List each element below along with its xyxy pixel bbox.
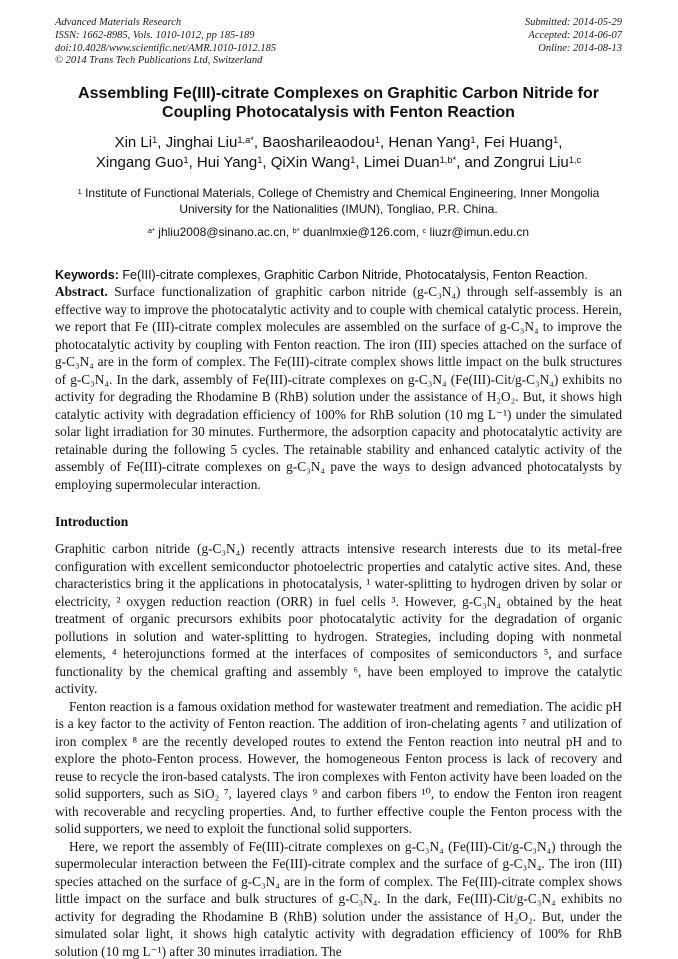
author-separator: ,: [157, 134, 166, 152]
email-address: duanlmxie@126.com,: [299, 225, 423, 240]
keywords-line: [55, 267, 622, 283]
author-separator: ,: [379, 134, 389, 152]
affiliation: [55, 186, 622, 217]
abstract-text: Surface functionalization of graphitic carbon nitride (g-C₃N₄) through self-assembly is an effective way to improve the photocatalytic activity and to couple with chemical catalytic process. Herein, we report that Fe (III)-citrate complex molecules are assembled on the surface of g-C₃N₄ to improve the photocatalytic activity by coupling with Fenton reaction. The iron (III) species attached on the surface of g-C₃N₄ are in the form of complex. The Fe(III)-citrate complex shows little impact on the bulk structures of g-C₃N₄. In the dark, assembly of Fe(III)-citrate complexes on g-C₃N₄ (Fe(III)-Cit/g-C₃N₄) exhibits no activity for degrading the Rhodamine B (RhB) solution under the assistance of H₂O₂. But, it shows high catalytic activity with degradation efficiency of 100% for RhB solution (10 mg L⁻¹) under the simulated solar light irradiation for 30 minutes. Furthermore, the adsorption capacity and photocatalytic activity are retainable during the following 5 cycles. The retainable stability and enhanced catalytic activity of the assembly of Fe(III)-citrate complexes on g-C₃N₄ pave the ways to design advanced photocatalysts by employing supermolecular interaction.: [55, 284, 622, 492]
author-name: Baosharileaodou: [262, 134, 375, 152]
keywords-label: Keywords:: [55, 268, 119, 283]
author: [262, 134, 388, 151]
email: [148, 225, 293, 239]
author: [484, 134, 563, 151]
author-separator: ,: [558, 134, 563, 152]
author: [364, 154, 494, 171]
paper-title: [55, 84, 622, 122]
section-heading-introduction: Introduction: [55, 514, 129, 530]
author-name: Xin Li: [114, 134, 153, 152]
author-affil-mark: 1: [470, 135, 476, 146]
author-separator: ,: [355, 153, 364, 171]
paper-title-line-2: Coupling Photocatalysis with Fenton Reaction: [162, 104, 515, 122]
submitted-date: Submitted: 2014-05-29: [524, 17, 622, 28]
author-separator: ,: [262, 153, 271, 171]
author-separator: , and: [456, 153, 494, 171]
abstract-label: Abstract.: [55, 284, 108, 300]
author-name: Henan Yang: [388, 134, 471, 152]
online-date: Online: 2014-08-13: [538, 42, 622, 54]
author-affil-mark: 1: [350, 154, 356, 165]
email-mark: b*: [292, 225, 300, 235]
author: [115, 134, 166, 151]
introduction-paragraph-2: Fenton reaction is a famous oxidation method for wastewater treatment and remediation. The acidic pH is a key factor to the activity of Fenton reaction. The addition of iron-chelating agents ⁷ and utilization of iron complex ⁸ are the recently developed routes to extend the Fenton reaction into neutral pH and to explore the photo-Fenton process. However, the homogeneous Fenton process is lack of recovery and reuse to recycle the iron-based catalysts. The iron complexes with Fenton activity have been loaded on the solid supporters, such as SiO₂ ⁷, layered clays ⁹ and carbon fibers ¹⁰, to endow the Fenton iron reagent with recoverable and recycling properties. And, to further effective couple the Fenton process with the solid supporters, we need to exploit the functional solid supporters.: [55, 698, 622, 837]
author-name: Zongrui Liu: [493, 153, 569, 171]
accepted-date: Accepted: 2014-06-07: [528, 29, 622, 41]
author: [271, 154, 364, 171]
author-affil-mark: 1: [374, 135, 380, 146]
author-affil-mark: 1,a*: [237, 135, 254, 146]
author-separator: ,: [188, 153, 197, 171]
author-name: Xingang Guo: [95, 153, 184, 171]
email-address: liuzr@imun.edu.cn: [426, 225, 530, 240]
authors-line-2: [55, 154, 622, 174]
journal-header: [55, 17, 622, 68]
author-affil-mark: 1,b*: [439, 154, 457, 165]
author-name: Fei Huang: [483, 134, 554, 152]
author-name: QiXin Wang: [270, 153, 351, 171]
email-mark: a*: [147, 225, 155, 235]
authors-line-1: [55, 134, 622, 154]
author: [494, 154, 581, 171]
keywords-text: Fe(III)-citrate complexes, Graphitic Carbon Nitride, Photocatalysis, Fenton Reaction.: [118, 268, 588, 283]
author-affil-mark: 1: [152, 135, 158, 146]
author-affil-mark: 1: [183, 154, 189, 165]
author: [166, 134, 263, 151]
author: [197, 154, 271, 171]
author-emails: [55, 225, 622, 241]
email-mark: c: [422, 225, 427, 235]
author: [388, 134, 484, 151]
author-name: Hui Yang: [196, 153, 258, 171]
journal-doi: doi:10.4028/www.scientific.net/AMR.1010-1012.185: [55, 42, 277, 54]
email: [422, 225, 529, 239]
authors-block: [55, 134, 622, 173]
affiliation-text: Institute of Functional Materials, College of Chemistry and Chemical Engineering, Inner Mongolia: [81, 186, 600, 201]
journal-name: Advanced Materials Research: [55, 17, 182, 28]
journal-copyright: © 2014 Trans Tech Publications Ltd, Switzerland: [55, 55, 263, 67]
author-affil-mark: 1: [553, 135, 559, 146]
submission-dates-block: [525, 17, 622, 68]
journal-info-block: [55, 17, 276, 68]
introduction-paragraph-1: Graphitic carbon nitride (g-C₃N₄) recently attracts intensive research interests due to its metal-free configuration with excellent semiconductor photoelectric properties and catalytic active sites. And, these characteristics bring it the applications in photocatalysis, ¹ water-splitting to hydrogen driven by solar or electricity, ² oxygen reduction reaction (ORR) in fuel cells ³. However, g-C₃N₄ obtained by the heat treatment of organic precursors exhibits poor photocatalytic activity for the degradation of organic pollutions in solution and water-splitting to hydrogen. Strategies, including doping with nonmetal elements, ⁴ heterojunctions formed at the interfaces of composites of semiconductors ⁵, and surface functionality by the chemical grafting and assembly ⁶, have been employed to improve the catalytic activity.: [55, 541, 622, 697]
email: [293, 225, 423, 239]
author-name: Limei Duan: [363, 153, 440, 171]
author-affil-mark: 1: [257, 154, 263, 165]
author-affil-mark: 1,c: [568, 154, 582, 165]
affiliation-mark: 1: [77, 186, 82, 196]
author-separator: ,: [475, 134, 484, 152]
email-address: jhliu2008@sinano.ac.cn,: [154, 225, 293, 240]
journal-issn-vols: ISSN: 1662-8985, Vols. 1010-1012, pp 185-189: [55, 29, 255, 41]
author-separator: ,: [253, 134, 263, 152]
introduction-paragraph-3: Here, we report the assembly of Fe(III)-citrate complexes on g-C₃N₄ (Fe(III)-Cit/g-C₃N₄) through the supermolecular interaction between the Fe(III)-citrate complex and the surface of g-C₃N₄. The iron (III) species attached on the surface of g-C₃N₄ are in the form of complex. The Fe(III)-citrate complex shows little impact on the surface and bulk structures of g-C₃N₄. In the dark, Fe(III)-Cit/g-C₃N₄ exhibits no activity for degrading the Rhodamine B (RhB) solution under the assistance of H₂O₂. But, under the simulated solar light, it shows high catalytic activity with degradation efficiency of 100% for RhB solution (10 mg L⁻¹) after 30 minutes irradiation. The: [55, 838, 622, 959]
affiliation-line-2: University for the Nationalities (IMUN), Tongliao, P.R. China.: [179, 202, 498, 217]
author: [96, 154, 197, 171]
author-name: Jinghai Liu: [165, 134, 238, 152]
abstract-paragraph: [55, 283, 622, 493]
affiliation-line-1: [55, 186, 622, 202]
paper-title-line-1: Assembling Fe(III)-citrate Complexes on Graphitic Carbon Nitride for: [78, 85, 599, 103]
